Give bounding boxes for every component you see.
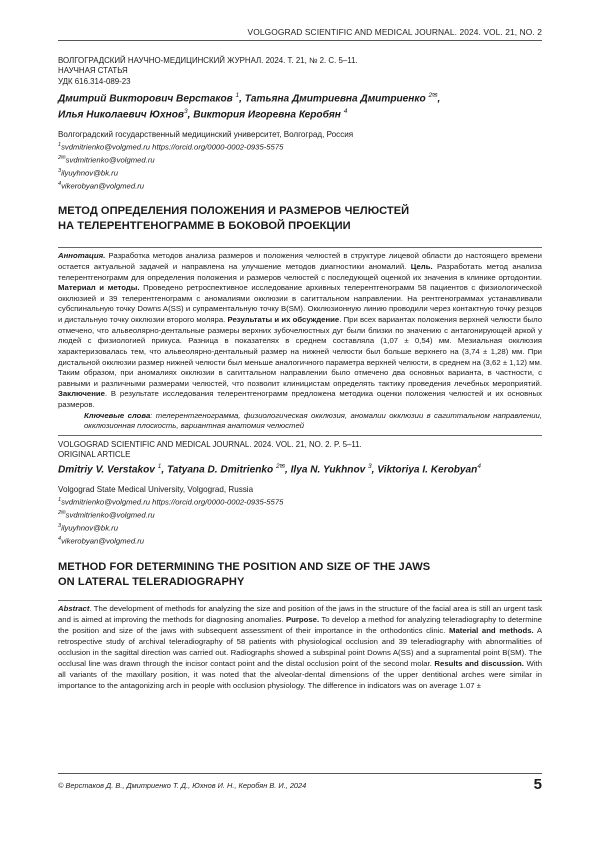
email-sup: 3: [58, 522, 62, 529]
ru-title-line: МЕТОД ОПРЕДЕЛЕНИЯ ПОЛОЖЕНИЯ И РАЗМЕРОВ ЧЕЛЮСТЕЙ: [58, 205, 410, 218]
abstract-label: Results and discussion.: [434, 658, 524, 668]
abstract-text: . В результате исследования телерентгенограмм предложена методика оценки положения челюстей и их основных размеров.: [58, 389, 542, 410]
abstract-label: Результаты и их обсуждение: [227, 315, 340, 325]
abstract-label: Материал и методы.: [58, 283, 140, 293]
abstract-text: Проведено ретроспективное исследование архивных телерентгенограмм 58 пациентов с физиологической окклюзией и 39 телерентгенограмм с аномалиями окклюзии в сагиттальном направлении. На рентгенограммах устанавливали субспинальную точку Downs A(SS) и супраментальную точку B(SM). Окклюзионную линию проводили через контактную точку резцов и дистальную точку окклюзии второго моляра.: [58, 283, 542, 325]
email-item: [58, 508, 542, 521]
email-sup: 1: [58, 497, 62, 504]
abstract-text: Разработать метод анализа телерентгенограмм для определения положения и размеров челюстей с последующей оценкой их значения в клинике ортодонтии.: [58, 261, 542, 282]
email-sup: 4: [58, 535, 62, 542]
abstract-text: A retrospective study of archival teleradiography of 58 patients with physiological occlusion and 39 teleradiography with abnormalities of occlusion in the sagittal direction was carried out. Radiographs showed a subspinal point Downs A(SS) and a supramental point B(SM). The occlusal line was drawn through the incisor contact point and the distal occlusion point of the second molar.: [58, 626, 542, 668]
footer-rule: [58, 773, 542, 774]
email-sup: 2✉: [58, 509, 66, 516]
email-item: [58, 521, 542, 534]
en-title-line: METHOD FOR DETERMINING THE POSITION AND SIZE OF THE JAWS: [58, 561, 431, 574]
email-item: [58, 534, 542, 547]
ru-email-list: [58, 140, 542, 191]
en-authors: Dmitriy V. Verstakov $^1$, Tatyana D. Dmitrienko $^{2✉}$, Ilya N. Yukhnov $^3$, Viktoriya I. Kerobyan$^4$: [58, 463, 481, 476]
email-item: [58, 166, 542, 179]
author-name: Татьяна Дмитриевна Дмитриенко: [244, 93, 426, 105]
abstract-text: Разработка методов анализа размеров и положения челюстей в структуре лицевой области до настоящего времени остается актуальной задачей и направлена на улучшение методов диагностики аномалий.: [58, 251, 542, 271]
email-item: [58, 179, 542, 192]
header-rule: [58, 40, 542, 41]
author-name: Viktoriya I. Kerobyan: [377, 464, 478, 476]
abstract-label: Цель.: [410, 261, 433, 271]
author-sup: 1: [235, 91, 240, 99]
keywords-text: : телерентгенограмма, физиологическая окклюзия, аномалии окклюзии в сагиттальном направлении, окклюзионная плоскость, вариантная анатомия челюстей: [84, 410, 542, 431]
abstract-label: Purpose.: [285, 615, 320, 625]
author-sup: 4: [477, 463, 481, 471]
email-text[interactable]: svdmitrienko@volgmed.ru https://orcid.org/0000-0002-0935-5575: [61, 142, 284, 152]
author-name: Дмитрий Викторович Верстаков: [58, 93, 233, 105]
author-sup: 3: [368, 463, 372, 471]
ru-article-type: НАУЧНАЯ СТАТЬЯ: [58, 66, 128, 76]
ru-authors: Дмитрий Викторович Верстаков $^1$, Татьяна Дмитриевна Дмитриенко $^{2✉}$, Илья Николаевич Юхнов$^3$, Виктория Игоревна Керобян $^4$: [58, 91, 441, 121]
abstract-text: To develop a method for analyzing teleradiography to determine the position and size of the jaws with subsequent assessment of their importance in the orthodontics clinic.: [58, 615, 542, 636]
author-sup: 2✉: [275, 463, 286, 471]
email-text[interactable]: ilyuyhnov@bk.ru: [61, 168, 119, 178]
en-email-list: [58, 495, 542, 546]
running-head: VOLGOGRAD SCIENTIFIC AND MEDICAL JOURNAL. 2024. VOL. 21, NO. 2: [247, 27, 542, 37]
ru-abstract: [58, 247, 542, 410]
abstract-text: With all variants of the maxillary position, it was noted that the alveolar-dental dimensions of the upper dentitional arches were similar in importance to the antagonizing arch in people with occlusion physiology. The difference in indicators was on average 1.07 ±: [58, 658, 543, 690]
section-divider: [58, 435, 542, 436]
author-name: Tatyana D. Dmitrienko: [166, 464, 274, 476]
ru-udc: УДК 616.314-089-23: [58, 76, 131, 86]
abstract-lead: Abstract: [58, 604, 90, 614]
email-item: [58, 153, 542, 166]
en-article-type: ORIGINAL ARTICLE: [58, 450, 131, 460]
email-text[interactable]: svdmitrienko@volgmed.ru: [65, 155, 155, 165]
en-affiliation: Volgograd State Medical University, Volgograd, Russia: [58, 485, 254, 495]
abstract-text: . The development of methods for analyzing the size and position of the jaws in the structure of the facial area is still an urgent task and is aimed at improving the methods for diagnosing anomalies.: [58, 604, 542, 625]
author-sup: 4: [343, 108, 348, 116]
ru-title-line: НА ТЕЛЕРЕНТГЕНОГРАММЕ В БОКОВОЙ ПРОЕКЦИИ: [58, 219, 351, 232]
email-sup: 4: [58, 180, 62, 187]
en-title: [58, 560, 542, 589]
ru-journal-line: ВОЛГОГРАДСКИЙ НАУЧНО-МЕДИЦИНСКИЙ ЖУРНАЛ. 2024. Т. 21, № 2. С. 5–11.: [58, 56, 358, 65]
author-name: Илья Николаевич Юхнов: [58, 109, 184, 121]
en-abstract: [58, 600, 542, 691]
author-name: Виктория Игоревна Керобян: [193, 109, 341, 121]
abstract-text: . При всех вариантах положения верхней челюсти было отмечено, что альвеолярно-дентальные размеры верхних зубочелюстных дуг были близки по значению с антагонирующей аркой у людей с физиологией прикуса. Разница в показателях в среднем составляла (1,07 ± 0,54) мм. Мезиальная окклюзия характеризовалась тем, что альвеолярно-дентальный размер на нижней челюсти был больше верхнего на (3,74 ± 1,28) мм. При дистальной окклюзии размер нижней челюсти был меньше аналогичного параметра верхней челюсти, в среднем на (3,62 ± 1,12) мм. Таким образом, при аномалиях окклюзии в сагиттальном направлении было отмечено два основных варианта, в частности, с равными и различными размерами челюстей, что позволит клиницистам определять тактику проведения лечебных мероприятий.: [58, 315, 542, 388]
author-sup: 2✉: [428, 91, 438, 99]
keywords-label: Ключевые слова: [84, 410, 151, 420]
email-item: [58, 495, 542, 508]
abstract-label: Material and methods.: [449, 626, 534, 636]
email-text[interactable]: vikerobyan@volgmed.ru: [61, 181, 145, 191]
email-text[interactable]: svdmitrienko@volgmed.ru: [65, 510, 155, 520]
ru-title: [58, 204, 542, 233]
ru-keywords: [58, 411, 542, 432]
email-text[interactable]: ilyuyhnov@bk.ru: [61, 523, 119, 533]
ru-affiliation: Волгоградский государственный медицинский университет, Волгоград, Россия: [58, 130, 354, 140]
author-sup: 3: [183, 108, 188, 116]
author-name: Ilya N. Yukhnov: [290, 464, 366, 476]
abstract-label: Заключение: [58, 389, 105, 399]
email-sup: 3: [58, 167, 62, 174]
en-meta: [58, 440, 542, 461]
email-text[interactable]: vikerobyan@volgmed.ru: [61, 536, 145, 546]
page-number: 5: [533, 776, 542, 793]
email-item: [58, 140, 542, 153]
footer-copyright: © Верстаков Д. В., Дмитриенко Т. Д., Юхнов И. Н., Керобян В. И., 2024: [58, 781, 307, 790]
en-journal-line: VOLGOGRAD SCIENTIFIC AND MEDICAL JOURNAL. 2024. VOL. 21, NO. 2. P. 5–11.: [58, 439, 362, 449]
en-title-line: ON LATERAL TELERADIOGRAPHY: [58, 575, 245, 588]
author-sup: 1: [157, 463, 162, 471]
article-content: [58, 56, 542, 692]
email-text[interactable]: svdmitrienko@volgmed.ru https://orcid.org/0000-0002-0935-5575: [61, 497, 284, 507]
email-sup: 2✉: [58, 154, 66, 161]
abstract-lead: Аннотация.: [58, 251, 106, 261]
author-name: Dmitriy V. Verstakov: [58, 464, 155, 476]
email-sup: 1: [58, 142, 62, 149]
